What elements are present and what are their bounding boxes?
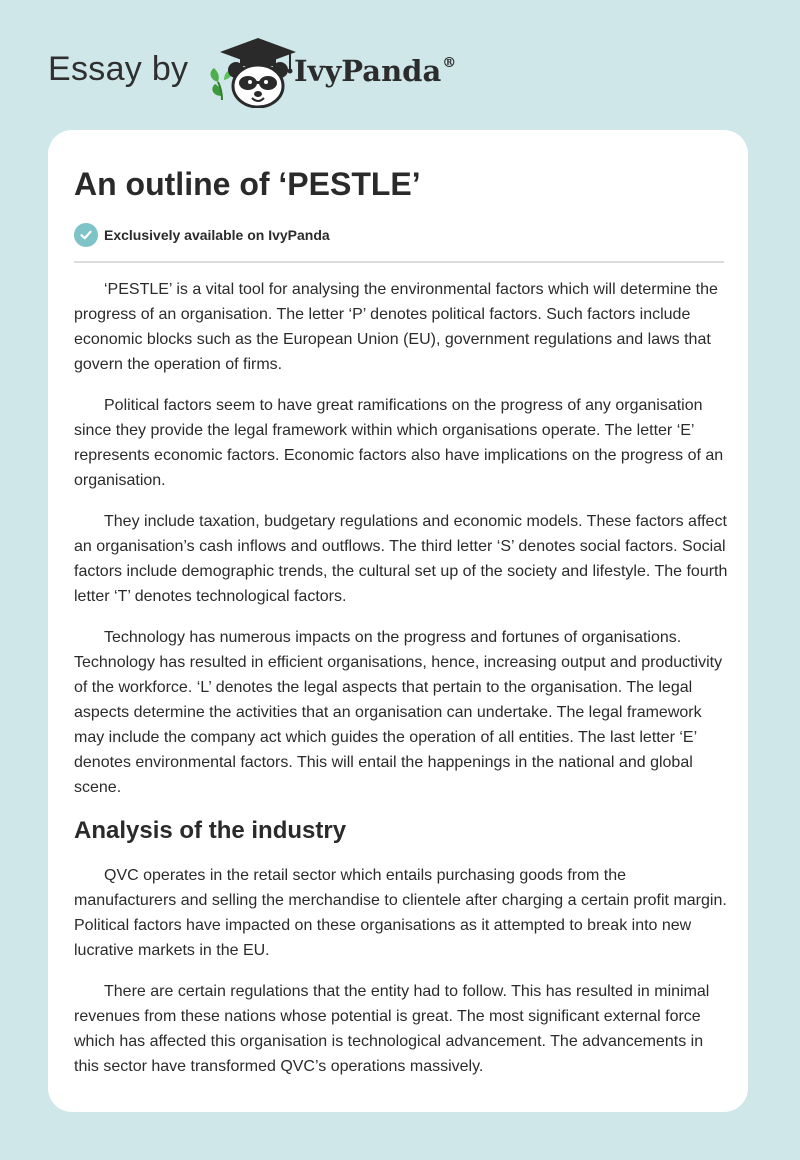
paragraph-4: Technology has numerous impacts on the progress and fortunes of organisations. Technology has resulted in efficient organisations, hence, increasing output and productivity of the workforce. ‘L’ denotes the legal aspects that pertain to the organisation. The legal aspects determine the activities that an organisation can undertake. The legal framework may include the company act which guides the operation of all entities. The last letter ‘E’ denotes environmental factors. This will entail the happenings in the national and global scene. (74, 629, 723, 796)
registered-mark: ® (442, 55, 457, 71)
badge-text: Exclusively available on IvyPanda (104, 227, 330, 243)
title-divider (74, 261, 724, 263)
paragraph-3: They include taxation, budgetary regulations and economic models. These factors affect an organisation’s cash inflows and outflows. The third letter ‘S’ denotes social factors. Social factors include demographic trends, the cultural set up of the society and lifestyle. The fourth letter ‘T’ denotes technological factors. (74, 513, 728, 605)
article-body (74, 277, 728, 1095)
brand-logo[interactable] (48, 36, 468, 116)
check-circle-icon (74, 223, 98, 247)
paragraph-6: There are certain regulations that the entity had to follow. This has resulted in minimal revenues from these nations whose potential is great. The most significant external force which has affected this organisation is technological advancement. The advancements in this sector have transformed QVC’s operations massively. (74, 983, 710, 1075)
paragraph-2: Political factors seem to have great ramifications on the progress of any organisation since they provide the legal framework within which organisations operate. The letter ‘E’ represents economic factors. Economic factors also have implications on the progress of an organisation. (74, 397, 724, 489)
article-card (48, 130, 748, 1112)
section-heading: Analysis of the industry (74, 817, 347, 844)
brand-prefix: Essay by (48, 50, 189, 88)
brand-name: IvyPanda® (294, 54, 457, 88)
paragraph-1: ‘PESTLE’ is a vital tool for analysing the environmental factors which will determine the progress of an organisation. The letter ‘P’ denotes political factors. Such factors include economic blocks such as the European Union (EU), government regulations and laws that govern the operation of firms. (74, 281, 718, 373)
panda-graduate-icon (200, 36, 296, 108)
page-title: An outline of ‘PESTLE’ (74, 166, 421, 202)
paragraph-5: QVC operates in the retail sector which entails purchasing goods from the manufacturers and selling the merchandise to clientele after charging a certain profit margin. Political factors have impacted on these organisations as it attempted to break into new lucrative markets in the EU. (74, 867, 727, 959)
exclusive-badge (74, 222, 330, 248)
